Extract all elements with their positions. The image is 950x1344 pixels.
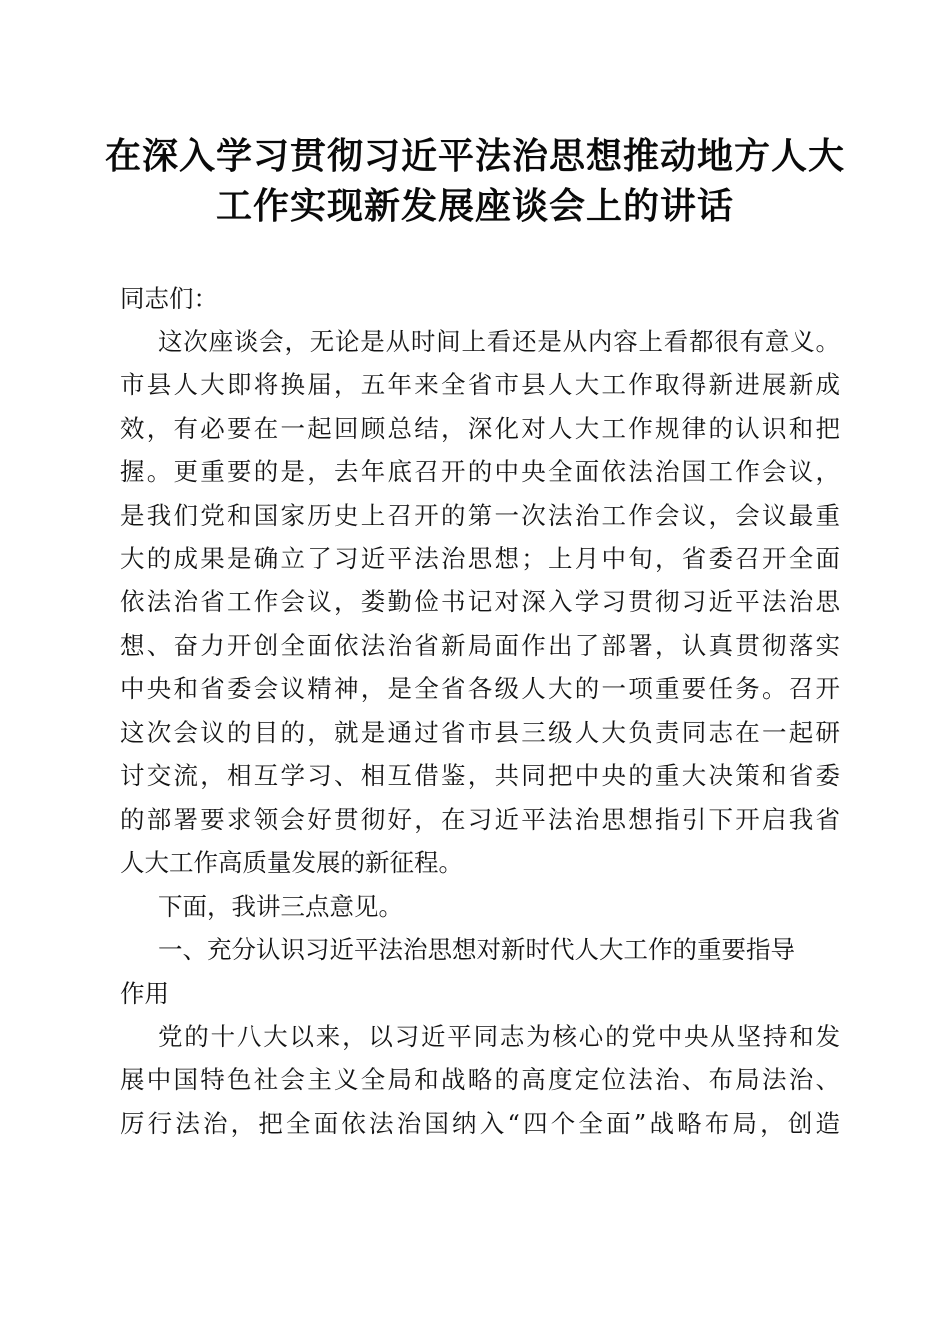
- intro-paragraph-line: 这次会议的目的，就是通过省市县三级人大负责同志在一起研: [120, 718, 840, 747]
- document-title-line-1: 在深入学习贯彻习近平法治思想推动地方人大: [104, 135, 845, 177]
- intro-paragraph-line: 中央和省委会议精神，是全省各级人大的一项重要任务。召开: [120, 674, 840, 703]
- section-paragraph-line: 展中国特色社会主义全局和战略的高度定位法治、布局法治、: [120, 1065, 840, 1094]
- intro-paragraph-line: 人大工作高质量发展的新征程。: [120, 848, 463, 877]
- intro-paragraph-line: 依法治省工作会议，娄勤俭书记对深入学习贯彻习近平法治思: [120, 587, 840, 616]
- section-paragraph-line: 党的十八大以来，以习近平同志为核心的党中央从坚持和发: [158, 1022, 840, 1051]
- intro-paragraph-line: 想、奋力开创全面依法治省新局面作出了部署，认真贯彻落实: [120, 631, 840, 660]
- section-paragraph-line: 厉行法治，把全面依法治国纳入“四个全面”战略布局，创造: [120, 1109, 840, 1138]
- intro-paragraph-line: 效，有必要在一起回顾总结，深化对人大工作规律的认识和把: [120, 414, 840, 443]
- document-title-line-2: 工作实现新发展座谈会上的讲话: [215, 185, 734, 227]
- intro-paragraph-line: 大的成果是确立了习近平法治思想；上月中旬，省委召开全面: [120, 544, 840, 573]
- section-heading-line-2: 作用: [120, 979, 169, 1008]
- intro-paragraph-line: 这次座谈会，无论是从时间上看还是从内容上看都很有意义。: [158, 327, 840, 356]
- intro-paragraph-line: 市县人大即将换届，五年来全省市县人大工作取得新进展新成: [120, 370, 840, 399]
- intro-paragraph-line: 握。更重要的是，去年底召开的中央全面依法治国工作会议，: [120, 457, 840, 486]
- intro-paragraph-line: 讨交流，相互学习、相互借鉴，共同把中央的重大决策和省委: [120, 761, 840, 790]
- intro-paragraph-line: 是我们党和国家历史上召开的第一次法治工作会议，会议最重: [120, 501, 840, 530]
- salutation: 同志们：: [120, 284, 218, 313]
- section-heading-line-1: 一、充分认识习近平法治思想对新时代人大工作的重要指导: [158, 935, 795, 964]
- transition-sentence: 下面，我讲三点意见。: [158, 892, 403, 921]
- intro-paragraph-line: 的部署要求领会好贯彻好，在习近平法治思想指引下开启我省: [120, 805, 840, 834]
